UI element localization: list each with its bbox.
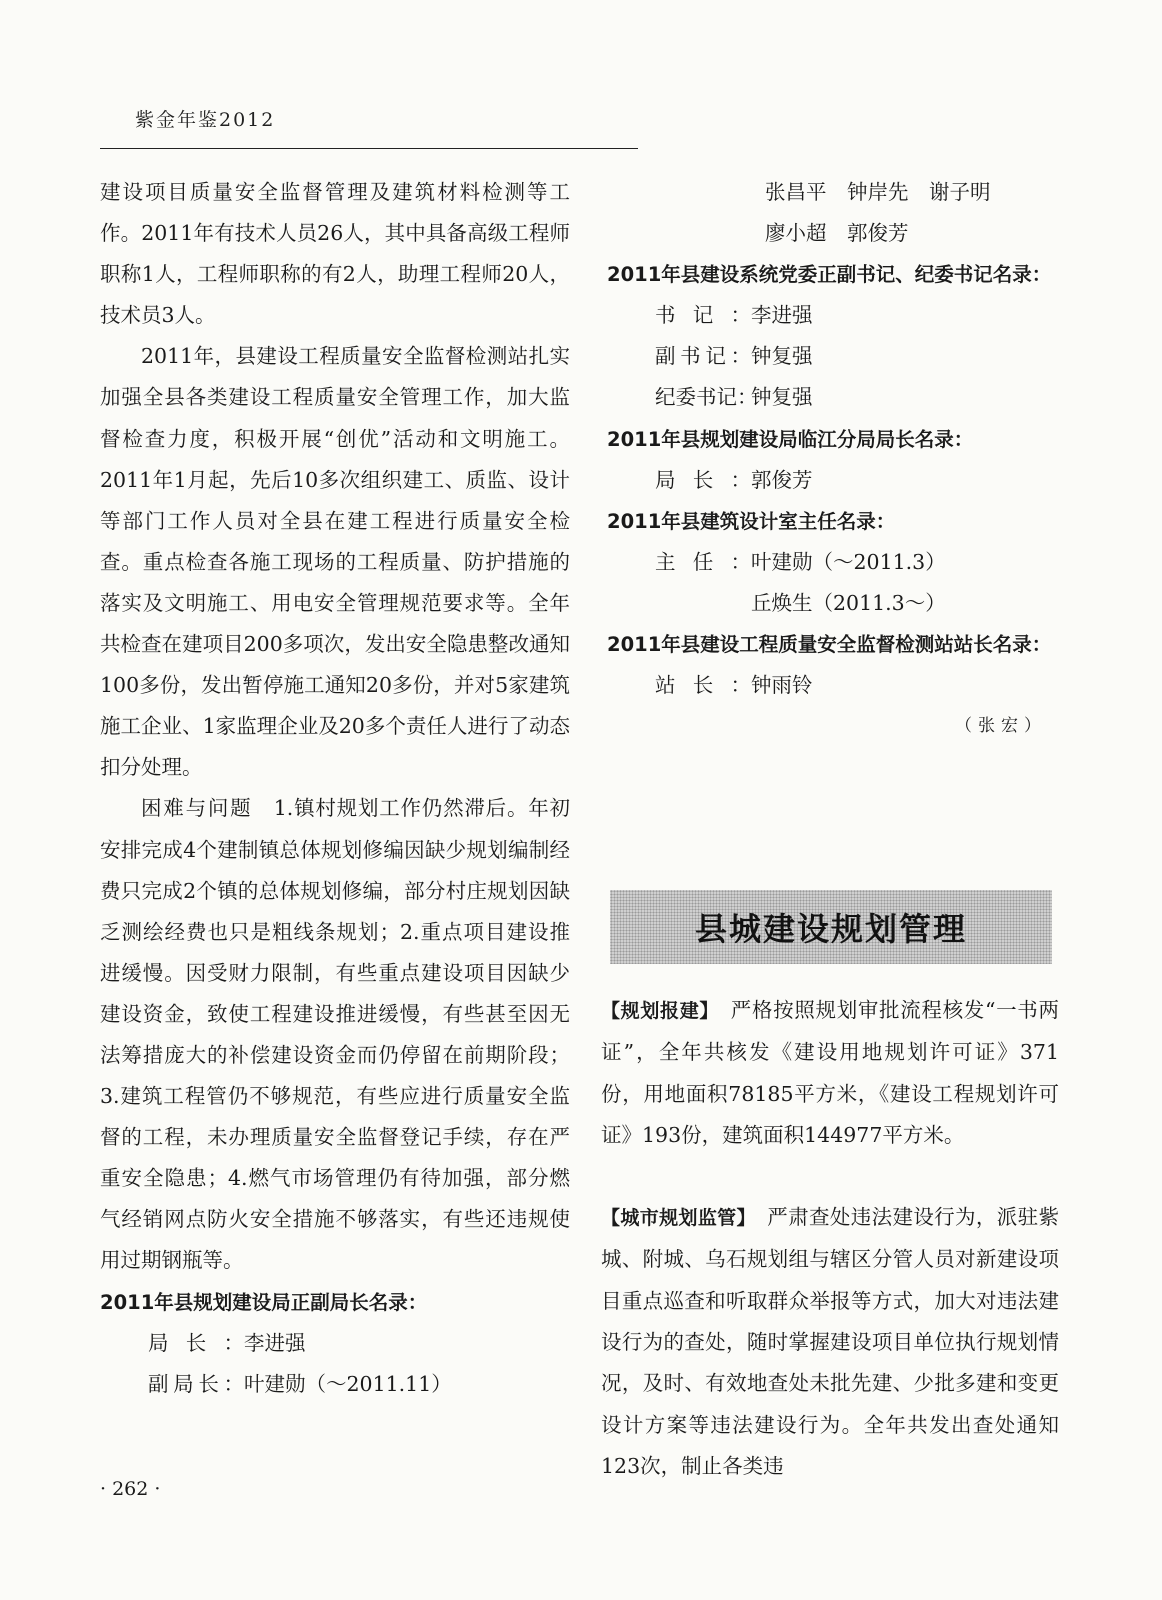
paragraph-staff: 建设项目质量安全监督管理及建筑材料检测等工作。2011年有技术人员26人，其中具备高级工程师职称1人，工程师职称的有2人，助理工程师20人，技术员3人。 — [100, 180, 570, 328]
problems-label: 困难与问题 — [141, 796, 253, 821]
roster-heading-station: 2011年县建设工程质量安全监督检测站站长名录： — [607, 633, 1052, 657]
spacer — [601, 1156, 1059, 1197]
item-planning-approval — [601, 990, 1059, 1156]
right-column — [607, 172, 1057, 747]
roster-role: 局长： — [655, 467, 751, 492]
problems-text: 1.镇村规划工作仍然滞后。年初安排完成4个建制镇总体规划修编因缺少规划编制经费只完成2个镇的总体规划修编，部分村庄规划因缺乏测绘经费也只是粗线条规划；2.重点项目建设推进缓慢。因受财力限制，有些重点建设项目因缺少建设资金，致使工程建设推进缓慢，有些甚至因无法筹措庞大的补偿建设资金而仍停留在前期阶段；3.建筑工程管仍不够规范，有些应进行质量安全监督的工程，未办理质量安全监督登记手续，存在严重安全隐患；4.燃气市场管理仍有待加强，部分燃气经销网点防火安全措施不够落实，有些还违规使用过期钢瓶等。 — [100, 796, 571, 1273]
paragraph-inspection: 2011年，县建设工程质量安全监督检测站扎实加强全县各类建设工程质量安全管理工作，加大监督检查力度，积极开展“创优”活动和文明施工。2011年1月起，先后10多次组织建工、质监、设计等部门工作人员对全县在建工程进行质量安全检查。重点检查各施工现场的工程质量、防护措施的落实及文明施工、用电安全管理规范要求等。全年共检查在建项目200多项次，发出安全隐患整改通知100多份，发出暂停施工通知20多份，并对5家建筑施工企业、1家监理企业及20多个责任人进行了动态扣分处理。 — [100, 344, 570, 780]
roster-row — [100, 1364, 570, 1405]
names-line: 张昌平 钟岸先 谢子明 — [765, 180, 991, 204]
right-column-lower — [601, 990, 1059, 1487]
roster-row — [607, 665, 1057, 706]
item-planning-supervision — [601, 1197, 1059, 1487]
names-line: 廖小超 郭俊芳 — [765, 221, 909, 246]
page-number: · 262 · — [100, 1478, 161, 1500]
roster-name: 钟雨铃 — [751, 673, 813, 698]
roster-name: 丘焕生（2011.3～） — [751, 590, 946, 615]
roster-row — [607, 460, 1057, 501]
item-text: 严格按照规划审批流程核发“一书两证”，全年共核发《建设用地规划许可证》371份，用地面积78185平方米，《建设工程规划许可证》193份，建筑面积144977平方米。 — [601, 998, 1059, 1147]
roster-row — [607, 295, 1057, 336]
roster-row — [100, 1323, 570, 1364]
roster-heading-design: 2011年县建筑设计室主任名录： — [607, 509, 896, 533]
roster-role: 纪委书记： — [655, 385, 758, 410]
roster-name: 钟复强 — [751, 385, 813, 410]
roster-heading-linjiang: 2011年县规划建设局临江分局局长名录： — [607, 427, 974, 451]
roster-name: 郭俊芳 — [751, 467, 813, 492]
section-banner — [610, 890, 1052, 964]
roster-name: 叶建勋（～2011.3） — [751, 549, 946, 574]
item-text: 严肃查处违法建设行为，派驻紫城、附城、乌石规划组与辖区分管人员对新建设项目重点巡查和听取群众举报等方式，加大对违法建设行为的查处，随时掌握建设项目单位执行规划情况，及时、有效地查处未批先建、少批多建和变更设计方案等违法建设行为。全年共发出查处通知123次，制止各类违 — [601, 1205, 1059, 1478]
roster-row — [607, 336, 1057, 377]
running-title: 紫金年鉴2012 — [135, 109, 276, 131]
roster-role: 副书记： — [655, 344, 751, 369]
roster-name: 李进强 — [244, 1330, 306, 1355]
roster-row — [607, 542, 1057, 583]
author-credit: （张宏） — [955, 716, 1047, 737]
roster-role: 站长： — [655, 673, 751, 698]
roster-name: 钟复强 — [751, 344, 813, 369]
roster-row — [607, 377, 1057, 418]
roster-role: 书记： — [655, 303, 751, 328]
section-title: 县城建设规划管理 — [694, 910, 967, 948]
paragraph-problems — [100, 788, 570, 1281]
header-rule — [100, 148, 638, 149]
left-column — [100, 172, 570, 1405]
item-tag: 【规划报建】 — [601, 1000, 710, 1022]
roster-name: 叶建勋（～2011.11） — [244, 1371, 452, 1396]
roster-role: 副局长： — [148, 1371, 244, 1396]
roster-heading-party: 2011年县建设系统党委正副书记、纪委书记名录： — [607, 263, 1052, 287]
roster-heading-bureau: 2011年县规划建设局正副局长名录： — [100, 1290, 428, 1314]
roster-role: 主任： — [655, 549, 751, 574]
item-tag: 【城市规划监管】 — [601, 1207, 747, 1230]
roster-role: 局长： — [148, 1330, 244, 1355]
roster-row — [607, 583, 1057, 624]
roster-name: 李进强 — [751, 303, 813, 328]
